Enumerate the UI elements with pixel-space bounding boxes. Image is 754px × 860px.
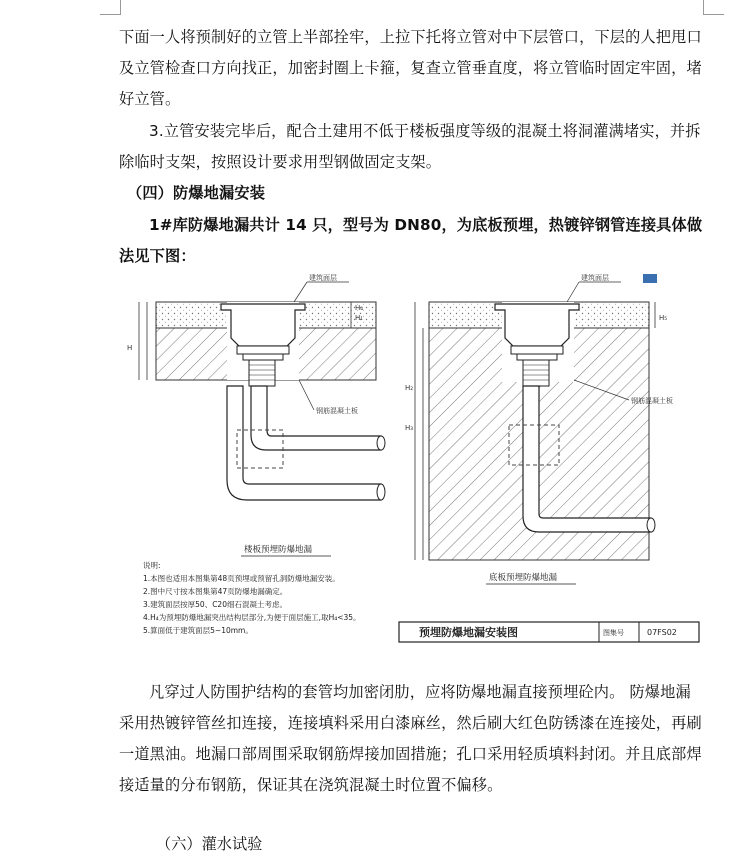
- note-line-4: 4.H₄为预埋防爆地漏突出结构层部分,为便于面层施工,取H₄<35。: [143, 613, 361, 622]
- right-detail: [405, 273, 673, 584]
- publisher-logo-icon: [643, 274, 657, 283]
- note-line-3: 3.建筑面层按厚50、C20细石混凝土考虑。: [143, 600, 287, 609]
- drain-installation-drawing: [119, 270, 703, 650]
- label-floor-finish-right: 建筑面层: [581, 274, 609, 282]
- dim-label-h4: H₄: [355, 304, 364, 312]
- note-line-5: 5.算面低于建筑面层5~10mm。: [143, 626, 253, 635]
- label-concrete-slab-left: 钢筋混凝土板: [316, 407, 358, 415]
- caption-right-drawing: 底板预埋防爆地漏: [489, 573, 558, 583]
- note-line-1: 1.本图也适用本图集第48页预埋或预留孔洞防爆地漏安装。: [143, 574, 340, 583]
- page-corner-mark-top-right: [703, 0, 724, 15]
- label-floor-finish-left: 建筑面层: [309, 274, 337, 282]
- dim-label-h1: H₁: [355, 314, 364, 322]
- drawing-notes: [143, 560, 361, 635]
- title-block-title: 预埋防爆地漏安装图: [419, 626, 518, 639]
- section-heading-floor-drain: （四）防爆地漏安装: [127, 184, 266, 202]
- caption-left-drawing: 楼板预埋防爆地漏: [244, 545, 313, 555]
- title-block-label: 图集号: [603, 629, 624, 637]
- label-concrete-slab-right: 钢筋混凝土板: [631, 397, 673, 405]
- paragraph-floor-drain-summary: 1#库防爆地漏共计 14 只，型号为 DN80，为底板预埋，热镀锌钢管连接具体做法见下图：: [119, 216, 703, 265]
- note-line-2: 2.图中尺寸按本图集第47页防爆地漏确定。: [143, 587, 288, 596]
- paragraph-riser-install: 下面一人将预制好的立管上半部拴牢，上拉下托将立管对中下层管口，下层的人把甩口及立管检查口方向找正，加密封圈上卡箍，复查立管垂直度，将立管临时固定牢固，堵好立管。: [119, 28, 702, 108]
- drawing-title-block: [399, 622, 699, 642]
- left-detail: [127, 273, 385, 556]
- dim-label-h: H: [127, 344, 133, 352]
- page-corner-mark-top-left: [100, 0, 121, 15]
- dim-label-h3: H₃: [405, 424, 414, 432]
- notes-title: 说明:: [143, 561, 161, 570]
- drawing-svg: [119, 270, 703, 650]
- dim-label-h2: H₂: [405, 384, 414, 392]
- paragraph-riser-grouting: 3.立管安装完毕后，配合土建用不低于楼板强度等级的混凝土将洞灌满堵实，并拆除临时支架，按照设计要求用型钢做固定支架。: [119, 122, 701, 171]
- dim-label-h5: H₅: [659, 314, 668, 322]
- title-block-code: 07FS02: [647, 628, 677, 637]
- paragraph-drain-method: 凡穿过人防围护结构的套管均加密闭肋，应将防爆地漏直接预埋砼内。 防爆地漏采用热镀锌管丝扣连接，连接填料采用白漆麻丝，然后刷大红色防锈漆在连接处，再刷一道黑油。地漏口部周围采取钢筋焊接加固措施；孔口采用轻质填料封闭。并且底部焊接适量的分布钢筋，保证其在浇筑混凝土时位置不偏移。: [119, 683, 702, 794]
- section-heading-water-test: （六）灌水试验: [156, 835, 263, 853]
